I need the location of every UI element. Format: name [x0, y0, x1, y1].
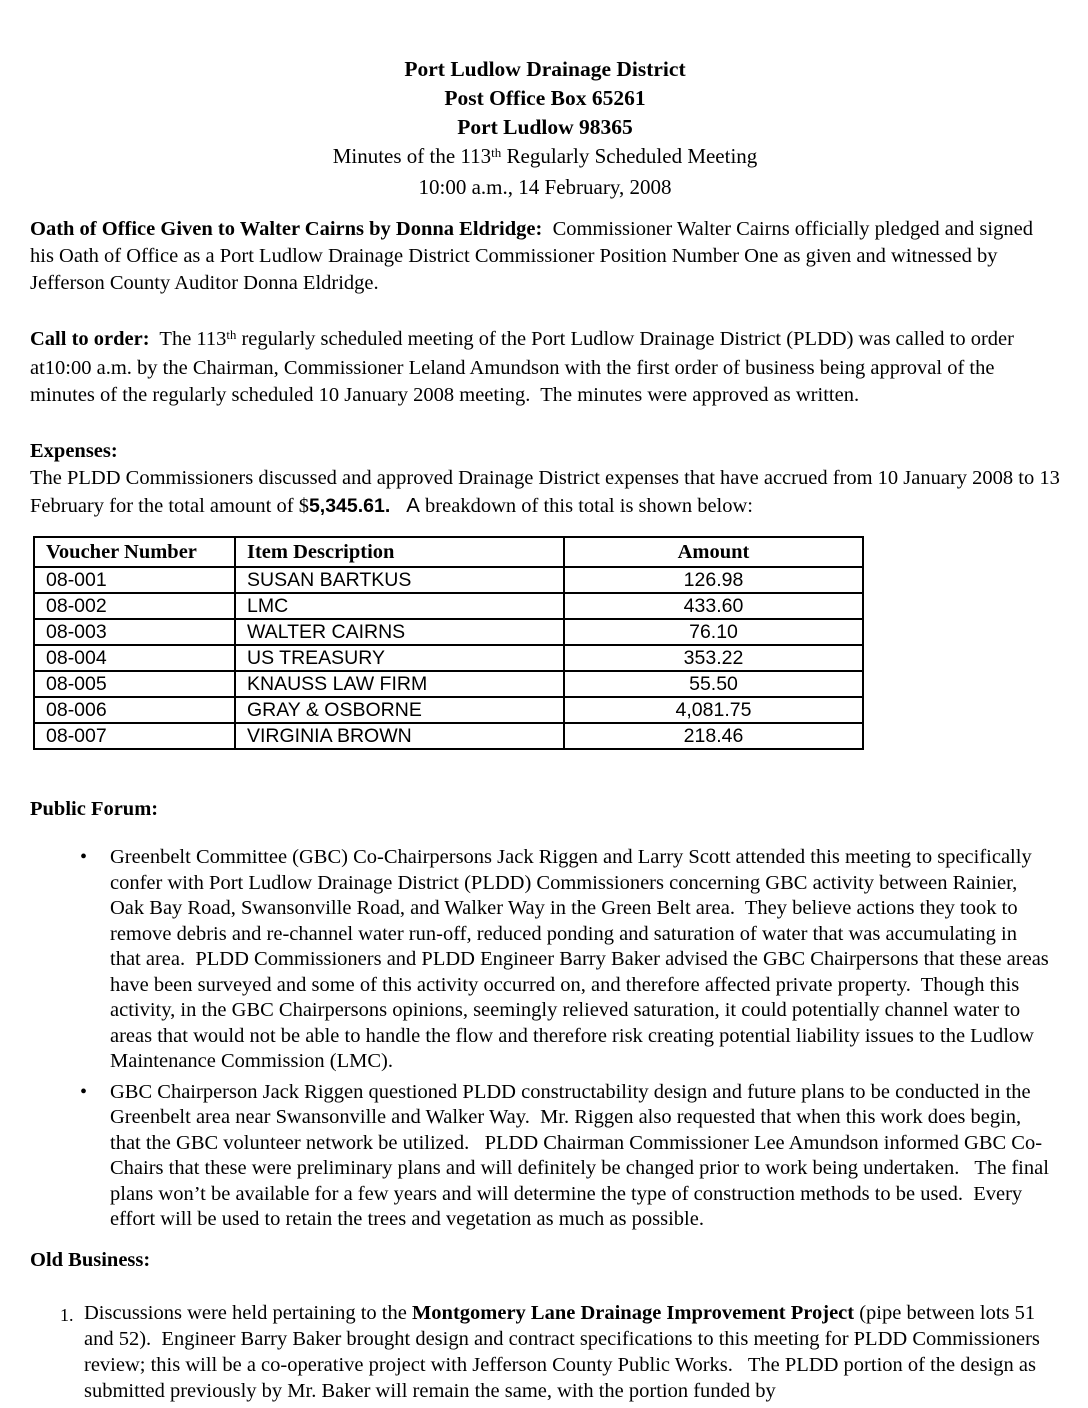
- voucher-number-cell: 08-005: [34, 671, 235, 697]
- col-header-amount: Amount: [564, 537, 863, 567]
- table-header-row: [34, 537, 863, 567]
- table-row: [34, 671, 863, 697]
- expenses-text-after: breakdown of this total is shown below:: [419, 495, 754, 517]
- col-header-item-description: Item Description: [235, 537, 564, 567]
- voucher-number-cell: 08-007: [34, 723, 235, 749]
- amount-cell: 55.50: [564, 671, 863, 697]
- meeting-minutes-line: [30, 142, 1060, 173]
- call-to-order-pre-sup: The 113: [149, 328, 227, 350]
- expenses-a-glyph: A: [390, 494, 420, 517]
- table-row: [34, 645, 863, 671]
- expense-table: [33, 536, 864, 750]
- public-forum-heading: Public Forum:: [30, 798, 159, 820]
- meeting-datetime: 10:00 a.m., 14 February, 2008: [418, 175, 672, 199]
- minutes-ordinal-sup: th: [491, 145, 502, 161]
- item-text-before-bold: Discussions were held pertaining to the: [84, 1301, 412, 1324]
- doc-title-line3: Port Ludlow 98365: [457, 115, 633, 139]
- voucher-number-cell: 08-004: [34, 645, 235, 671]
- expenses-section: [30, 438, 1065, 520]
- item-description-cell: KNAUSS LAW FIRM: [235, 671, 564, 697]
- bullet-icon: •: [80, 1080, 88, 1103]
- amount-cell: 76.10: [564, 619, 863, 645]
- item-description-cell: LMC: [235, 593, 564, 619]
- call-to-order-paragraph: [30, 326, 1060, 409]
- call-to-order-text: regularly scheduled meeting of the Port Ludlow Drainage District (PLDD) was called to order at10:00 a.m. by the Chairman, Commissioner Leland Amundson with the first order of business being approval of the minutes of the regularly scheduled 10 January 2008 meeting. The minutes were approved as written.: [30, 328, 1020, 406]
- bullet-item-1: [30, 845, 1052, 1075]
- montgomery-project-bold: Montgomery Lane Drainage Improvement Project: [411, 1301, 855, 1324]
- amount-cell: 126.98: [564, 567, 863, 593]
- oath-heading: Oath of Office Given to Walter Cairns by Donna Eldridge:: [30, 218, 543, 240]
- table-row: [34, 723, 863, 749]
- item-description-cell: WALTER CAIRNS: [235, 619, 564, 645]
- table-row: [34, 697, 863, 723]
- col-header-voucher-number: Voucher Number: [34, 537, 235, 567]
- amount-cell: 353.22: [564, 645, 863, 671]
- expenses-total-amount: 5,345.61.: [308, 495, 391, 517]
- expenses-heading: Expenses:: [30, 440, 118, 462]
- document-header: [30, 55, 1060, 202]
- minutes-suffix: Regularly Scheduled Meeting: [501, 144, 758, 168]
- voucher-number-cell: 08-006: [34, 697, 235, 723]
- minutes-prefix: Minutes of the 113: [332, 144, 492, 168]
- doc-title-line1: Port Ludlow Drainage District: [404, 57, 686, 81]
- voucher-number-cell: 08-002: [34, 593, 235, 619]
- table-row: [34, 593, 863, 619]
- call-to-order-heading: Call to order:: [30, 328, 150, 350]
- oath-text: Commissioner Walter Cairns officially pledged and signed his Oath of Office as a Port Ludlow Drainage District Commissioner Position Number One as given and witnessed by Jefferson County Auditor Donna Eldridge.: [30, 218, 1039, 294]
- public-forum-bullet-list: [30, 845, 1060, 1233]
- amount-cell: 433.60: [564, 593, 863, 619]
- call-to-order-ordinal-sup: th: [226, 328, 237, 343]
- amount-cell: 218.46: [564, 723, 863, 749]
- voucher-number-cell: 08-001: [34, 567, 235, 593]
- expenses-text-before: The PLDD Commissioners discussed and approved Drainage District expenses that have accrued from 10 January 2008 to 13 February for the total amount of $: [30, 467, 1065, 517]
- old-business-item-1-text: [84, 1300, 1060, 1404]
- bullet-text-1: Greenbelt Committee (GBC) Co-Chairpersons Jack Riggen and Larry Scott attended this meeting to specifically confer with Port Ludlow Drainage District (PLDD) Commissioners concerning GBC activity between Rainier, Oak Bay Road, Swansonville Road, and Walker Way in the Green Belt area. They believe actions they took to remove debris and re-channel water run-off, reduced ponding and saturation of water that was accumulating in that area. PLDD Commissioners and PLDD Engineer Barry Baker advised the GBC Chairpersons that these areas have been surveyed and some of this activity occurred on, and therefore affected private property. Though this activity, in the GBC Chairpersons opinions, seemingly relieved saturation, it could potentially channel water to areas that would not be able to handle the flow and therefore risk creating potential liability issues to the Ludlow Maintenance Commission (LMC).: [110, 846, 1054, 1072]
- item-number: 1.: [60, 1304, 74, 1325]
- expenses-paragraph: [30, 465, 1065, 520]
- item-description-cell: US TREASURY: [235, 645, 564, 671]
- old-business-item-1: [30, 1300, 1060, 1404]
- item-description-cell: VIRGINIA BROWN: [235, 723, 564, 749]
- voucher-number-cell: 08-003: [34, 619, 235, 645]
- bullet-item-2: [30, 1080, 1055, 1233]
- item-description-cell: SUSAN BARTKUS: [235, 567, 564, 593]
- oath-paragraph: [30, 216, 1060, 297]
- item-text-after-bold: (pipe between lots 51 and 52). Engineer Barry Baker brought design and contract specifications to this meeting for PLDD Commissioners review; this will be a co-operative project with Jefferson County Public Works. The PLDD portion of the design as submitted previously by Mr. Baker will remain the same, with the portion funded by: [84, 1301, 1046, 1402]
- amount-cell: 4,081.75: [564, 697, 863, 723]
- table-row: [34, 619, 863, 645]
- table-row: [34, 567, 863, 593]
- doc-title-line2: Post Office Box 65261: [444, 86, 646, 110]
- item-description-cell: GRAY & OSBORNE: [235, 697, 564, 723]
- bullet-text-2: GBC Chairperson Jack Riggen questioned PLDD constructability design and future plans to be conducted in the Greenbelt area near Swansonville and Walker Way. Mr. Riggen also requested that when this work does begin, that the GBC volunteer network be utilized. PLDD Chairman Commissioner Lee Amundson informed GBC Co-Chairs that these were preliminary plans and will definitely be changed prior to work being undertaken. The final plans won’t be available for a few years and will determine the type of construction methods to be used. Every effort will be used to retain the trees and vegetation as much as possible.: [110, 1080, 1055, 1230]
- old-business-heading: Old Business:: [30, 1248, 151, 1271]
- bullet-icon: •: [80, 846, 88, 868]
